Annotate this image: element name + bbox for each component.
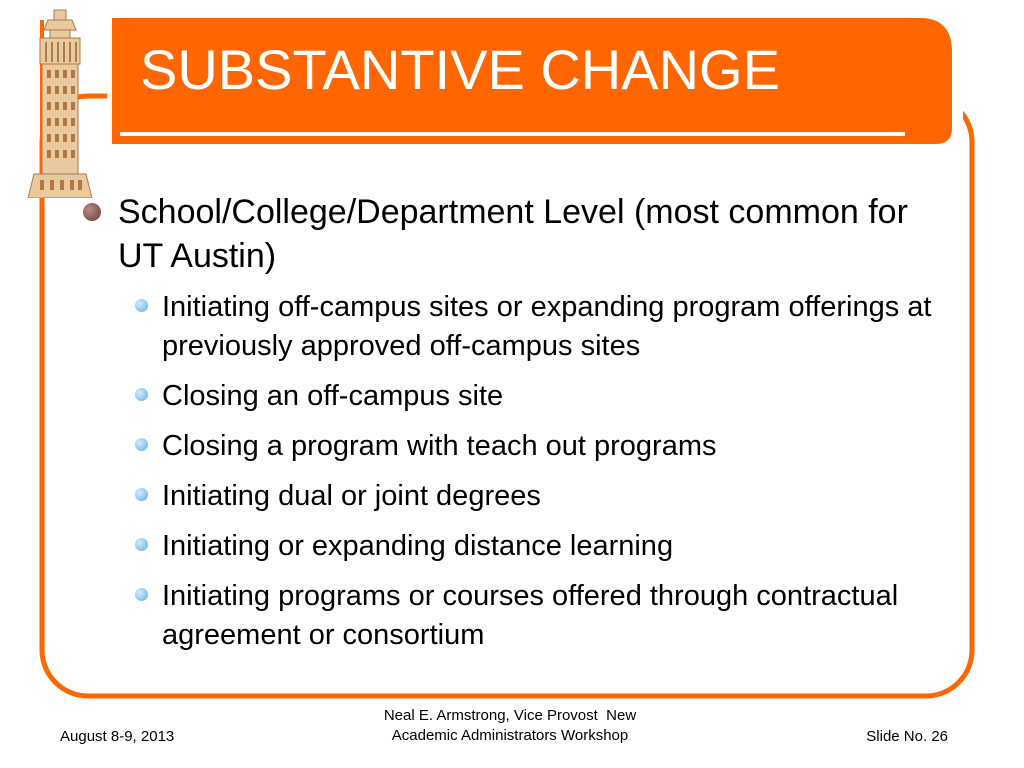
sub-bullet-icon: [135, 388, 148, 401]
list-item-text: Initiating programs or courses offered through contractual agreement or consortium: [162, 580, 899, 651]
footer-presenter-line1: Neal E. Armstrong, Vice Provost New: [383, 707, 637, 724]
list-item-text: Closing a program with teach out programs: [162, 430, 717, 462]
sub-bullet-icon: [135, 438, 148, 451]
footer-presenter: [340, 706, 680, 746]
footer-date: August 8-9, 2013: [60, 728, 175, 745]
list-item: [132, 577, 940, 655]
ut-tower-icon: [10, 8, 110, 198]
list-item-text: Closing an off-campus site: [162, 380, 504, 412]
list-item-text: Initiating or expanding distance learning: [162, 530, 674, 562]
list-item: [132, 427, 940, 466]
sub-bullet-icon: [135, 299, 148, 312]
list-item-text: Initiating off-campus sites or expanding program offerings at previously approved off-campus sites: [162, 291, 932, 362]
sub-bullet-icon: [135, 588, 148, 601]
level1-item: [80, 190, 940, 278]
list-item: [132, 477, 940, 516]
list-item: [132, 527, 940, 566]
footer-presenter-line2: Academic Administrators Workshop: [391, 727, 629, 744]
list-item-text: Initiating dual or joint degrees: [162, 480, 541, 512]
level1-bullet-icon: [83, 203, 101, 221]
list-item: [132, 377, 940, 416]
list-item: [132, 288, 940, 366]
sub-bullet-icon: [135, 538, 148, 551]
sub-bullet-icon: [135, 488, 148, 501]
slide-number: Slide No. 26: [866, 728, 948, 745]
slide-content: [80, 190, 940, 666]
sub-bullet-list: [132, 288, 940, 655]
slide-title: SUBSTANTIVE CHANGE: [140, 38, 780, 101]
level1-text: School/College/Department Level (most common for UT Austin): [118, 193, 908, 275]
